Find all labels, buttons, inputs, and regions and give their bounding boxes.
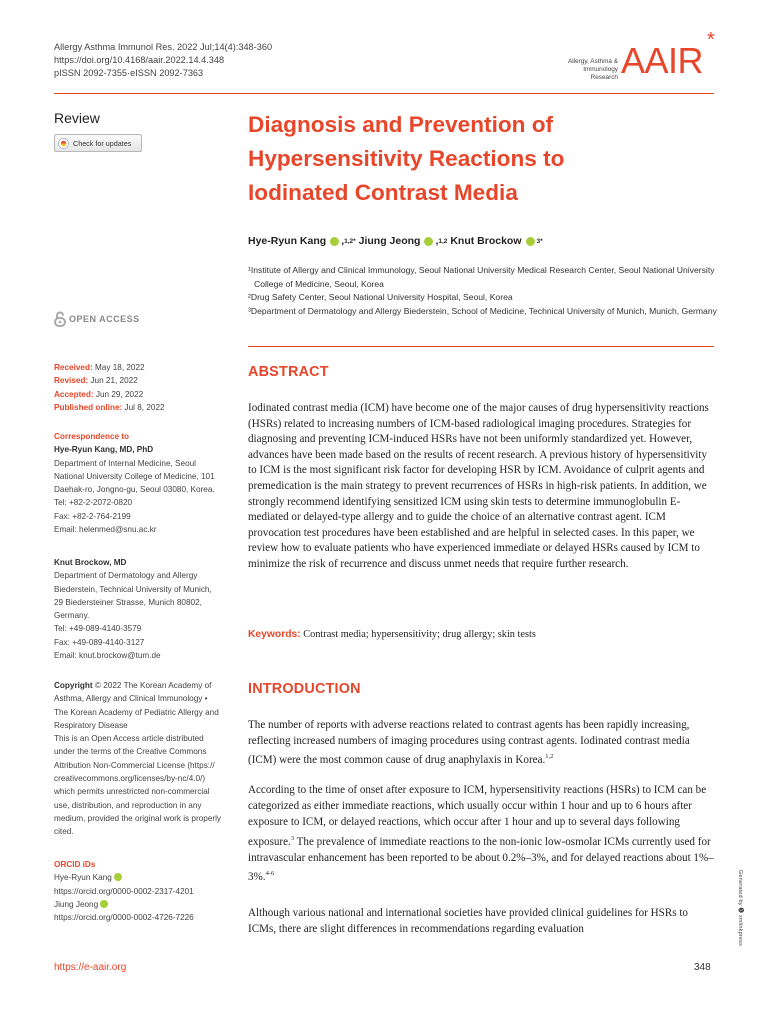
copyright-line: use, distribution, and reproduction in any — [54, 800, 202, 810]
correspondence-heading: Correspondence to — [54, 432, 130, 441]
orcid-icon[interactable] — [424, 237, 433, 246]
corresponding-author-1-line: Department of Internal Medicine, Seoul — [54, 458, 196, 468]
article-type: Review — [54, 110, 100, 126]
author-name[interactable]: Jiung Jeong — [358, 235, 421, 247]
logo-star-icon: * — [707, 29, 715, 51]
crossmark-badge[interactable] — [735, 830, 745, 990]
copyright-line: Respiratory Disease — [54, 720, 128, 730]
corresponding-author-1-name: Hye-Ryun Kang, MD, PhD — [54, 445, 154, 455]
copyright-line: cited. — [54, 827, 74, 837]
orcid-author-2-name: Jiung Jeong — [54, 899, 99, 909]
affiliation-divider — [248, 346, 714, 347]
copyright-line: Asthma, Allergy and Clinical Immunology • — [54, 694, 208, 704]
keywords — [248, 629, 536, 640]
check-updates-icon — [58, 138, 69, 149]
logo-line-1: Allergy, Asthma & — [568, 58, 618, 65]
check-updates-label: Check for updates — [73, 138, 132, 148]
logo-line-2: Immunology Research — [583, 66, 618, 81]
introduction-heading: INTRODUCTION — [248, 681, 361, 697]
corresponding-author-1-fax: Fax: +82-2-764-2199 — [54, 511, 131, 521]
orcid-icon — [100, 900, 108, 908]
copyright-line: which permits unrestricted non-commercial — [54, 787, 210, 797]
corresponding-author-2-fax: Fax: +49-089-4140-3127 — [54, 637, 145, 647]
open-access-label: OPEN ACCESS — [69, 314, 140, 324]
affiliation: ²Drug Safety Center, Seoul National University Hospital, Seoul, Korea — [248, 292, 513, 302]
abstract-text: Iodinated contrast media (ICM) have become one of the major causes of drug hypersensitivity reactions (HSRs) related to increasing numbers of ICM-based radiological imaging procedures. Strategies for diagnosing and preventing ICM-induced HSRs have not been uniformly standardized yet. However, advances have been made based on the results of recent research. A previous history of hypersensitivity to ICM is the most significant risk factor for developing HSR by ICM. Avoidance of culprit agents and premedication is the main strategy to prevent recurrences of HSRs in high-risk patients. In addition, we strongly recommend identifying sensitized ICM using skin tests to determine immunoglobulin E-mediated or delayed-type allergy and to guide the choice of an alternative contrast agent. ICM provocation test procedures have been established and are helpful in selected cases. In this paper, we review how to evaluate patients who have experienced immediate or delayed HSRs caused by ICM to minimize the risk of recurrence and discuss unmet needs that require further research. — [248, 402, 709, 570]
paragraph-text: The prevalence of immediate reactions to the non-ionic low-osmolar ICMs currently used for intravascular enhancement has been reported to be about 0.2%–3%, and for delayed reactions about 1%–3%. — [248, 835, 714, 884]
published-label: Published online: — [54, 402, 123, 412]
author-list — [248, 235, 543, 247]
corresponding-author-2-tel: Tel: +49-089-4140-3579 — [54, 624, 142, 634]
author-name[interactable]: Knut Brockow — [450, 235, 522, 247]
check-updates-button[interactable] — [54, 134, 142, 152]
orcid-block — [54, 858, 234, 924]
corresponding-author-2-email[interactable]: Email: knut.brockow@tum.de — [54, 651, 161, 661]
open-access-badge — [54, 311, 140, 327]
copyright-line: under the terms of the Creative Commons — [54, 747, 207, 757]
copyright-line: The Korean Academy of Pediatric Allergy and — [54, 707, 219, 717]
revised-date: Jun 21, 2022 — [90, 376, 138, 386]
orcid-icon[interactable] — [526, 237, 535, 246]
journal-issn: pISSN 2092-7355·eISSN 2092-7363 — [54, 68, 204, 78]
accepted-date: Jun 29, 2022 — [95, 389, 144, 399]
paragraph-text: The number of reports with adverse reactions related to contrast agents has been rapidly increasing, reflecting increased numbers of imaging procedures using contrast agents. Iodinated contrast media (ICM) were the most common cause of drug anaphylaxis in Korea. — [248, 719, 690, 767]
page-number: 348 — [694, 962, 711, 973]
title-line: Iodinated Contrast Media — [248, 180, 518, 205]
copyright-line: © 2022 The Korean Academy of — [94, 681, 212, 690]
journal-citation: Allergy Asthma Immunol Res. 2022 Jul;14(4):348-360 — [54, 42, 273, 52]
introduction-paragraph — [248, 782, 716, 885]
author-name[interactable]: Hye-Ryun Kang — [248, 235, 327, 247]
copyright-block — [54, 679, 234, 839]
orcid-icon — [114, 873, 122, 881]
header-divider — [54, 93, 714, 94]
corresponding-author-2-line: Biederstein, Technical University of Munich, — [54, 584, 212, 594]
corresponding-author-1-line: Daehak-ro, Jongno-gu, Seoul 03080, Korea. — [54, 485, 215, 495]
corresponding-author-2-line: Germany. — [54, 611, 90, 621]
journal-doi[interactable]: https://doi.org/10.4168/aair.2022.14.4.348 — [54, 55, 225, 65]
author-separator: , — [435, 235, 439, 247]
citation-ref[interactable]: 3 — [290, 834, 295, 842]
published-date: Jul 8, 2022 — [124, 402, 165, 412]
author-affiliation-marker: 1,2* — [344, 237, 356, 245]
affiliations — [248, 264, 718, 318]
author-affiliation-marker: 1,2 — [438, 237, 448, 245]
journal-logo: AAIR — [621, 40, 704, 81]
paragraph-text: According to the time of onset after exposure to ICM, hypersensitivity reactions (HSRs) to ICM can be categorized as either immediate reactions, which usually occur within 1 hour and up to 6 hours after exposure to ICM, or delayed reactions, which occur after 1 hour and up to several days following exposure. — [248, 784, 707, 848]
corresponding-author-1-email[interactable]: Email: helenmed@snu.ac.kr — [54, 525, 157, 535]
crossmark-label: Generated by 🅧 xmlinkpress — [737, 869, 743, 947]
introduction-paragraph — [248, 717, 716, 769]
orcid-author-1-link[interactable]: https://orcid.org/0000-0002-2317-4201 — [54, 886, 194, 896]
orcid-author-1-name: Hye-Ryun Kang — [54, 873, 112, 883]
open-lock-icon — [54, 311, 66, 327]
article-dates — [54, 361, 234, 414]
abstract-heading: ABSTRACT — [248, 364, 329, 380]
accepted-label: Accepted: — [54, 389, 94, 399]
title-line: Hypersensitivity Reactions to — [248, 146, 565, 171]
author-separator: , — [341, 235, 345, 247]
article-title — [248, 108, 708, 210]
corresponding-author-1-line: National University College of Medicine, 101 — [54, 471, 215, 481]
citation-ref[interactable]: 1,2 — [545, 753, 554, 761]
correspondence-block — [54, 430, 234, 536]
journal-logo-subtitle — [556, 58, 618, 82]
copyright-line: creativecommons.org/licenses/by-nc/4.0/) — [54, 774, 206, 784]
copyright-line: This is an Open Access article distributed — [54, 734, 204, 744]
footer-journal-url[interactable]: https://e-aair.org — [54, 962, 127, 973]
affiliation: ¹Institute of Allergy and Clinical Immunology, Seoul National University Medical Research Center, Seoul National University College of Medicine, Seoul, Korea — [248, 265, 715, 289]
orcid-heading: ORCID iDs — [54, 860, 96, 869]
author-affiliation-marker: 3* — [536, 237, 543, 245]
title-line: Diagnosis and Prevention of — [248, 112, 554, 137]
revised-label: Revised: — [54, 376, 89, 386]
corresponding-author-2-name: Knut Brockow, MD — [54, 558, 127, 567]
keywords-label: Keywords: — [248, 629, 301, 640]
citation-ref[interactable]: 4-6 — [265, 870, 275, 878]
corresponding-author-1-tel: Tel: +82-2-2072-0820 — [54, 498, 133, 508]
keywords-text: Contrast media; hypersensitivity; drug allergy; skin tests — [303, 629, 536, 640]
introduction-paragraph: Although various national and international societies have provided clinical guidelines for HSRs to ICMs, there are slight differences in recommendations regarding evaluation — [248, 907, 688, 936]
orcid-icon[interactable] — [330, 237, 339, 246]
copyright-label: Copyright — [54, 681, 93, 690]
copyright-line: medium, provided the original work is properly — [54, 813, 222, 823]
affiliation: ³Department of Dermatology and Allergy Biederstein, School of Medicine, Technical University of Munich, Munich, Germany — [248, 305, 717, 316]
orcid-author-2-link[interactable]: https://orcid.org/0000-0002-4726-7226 — [54, 913, 194, 923]
corresponding-author-2-line: Department of Dermatology and Allergy — [54, 571, 198, 581]
journal-meta — [54, 41, 272, 80]
corresponding-author-2-line: 29 Biedersteiner Strasse, Munich 80802, — [54, 597, 202, 607]
copyright-line: Attribution Non-Commercial License (https:// — [54, 760, 215, 770]
received-label: Received: — [54, 363, 93, 372]
correspondence-block-2 — [54, 556, 234, 662]
received-date: May 18, 2022 — [94, 363, 145, 372]
